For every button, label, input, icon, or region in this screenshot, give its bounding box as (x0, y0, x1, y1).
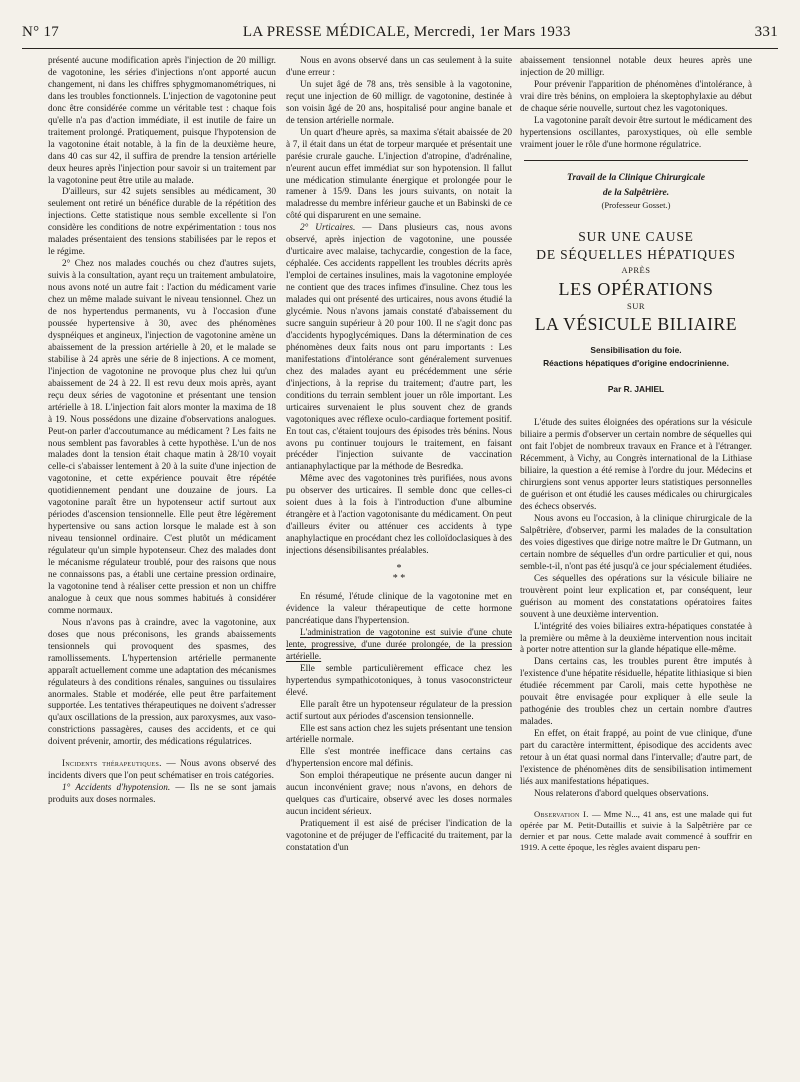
article-title-line: LES OPÉRATIONS (558, 278, 714, 299)
paragraph: Un sujet âgé de 78 ans, très sensible à la vagotonine, reçut une injection de 60 milligr. de vagotonine, destinée à son voisin âgé de 20 ans, hospitalisé pour angine banale et de tension artérielle normale. (286, 79, 512, 126)
paragraph: Même avec des vagotonines très purifiées, nous avons pu observer des urticaires. Il semble donc que celles-ci soient dues à la fois à l'introduction d'une albumine étrangère et à l'action vagotonisante du médicament. On peut d'ailleurs éviter ou atténuer ces accidents à type anaphylactique en procédant chez les colloïdoclasiques à des injections désensibilisantes préalables. (286, 474, 512, 557)
section-separator-stars (286, 564, 512, 584)
paragraph-text: — Dans plusieurs cas, nous avons observé, après injection de vagotonine, une poussée d'urticaire avec malaise, tachycardie, congestion de la face, céphalée. Ces accidents rappellent les troubles décrits après l'emploi de certaines insulines, mais la vagotonine employée ne contient que des traces infimes d'insuline. Chez tous les malades qui ont présenté des urticaires, nous avons étudié la glycémie. Nous n'avons jamais constaté d'abaissement du sucre sanguin supérieur à 20 pour 100. Il ne s'agit donc pas d'accidents hypoglycémiques. Dans la détermination de ces phénomènes deux faits nous ont paru importants : Les manifestations d'intolérance sont généralement survenues chez des malades ayant eu précédemment une série d'injections, à la reprise du traitement; d'autre part, les conditions du terrain semblent jouer un rôle important. Les urticaires survenaient le plus souvent chez de grands vagotoniques avec réflexe oculo-cardiaque fortement positif. En tout cas, c'étaient toujours des épisodes très bénins. Nous avons pu continuer toujours le traitement, en faisant précéder l'injection suivante de vaccination antianaphylactique par la méthode de Besredka. (286, 223, 512, 473)
paragraph: Nous en avons observé dans un cas seulement à la suite d'une erreur : (286, 56, 512, 78)
article-title-line: DE SÉQUELLES HÉPATIQUES (536, 246, 736, 262)
paragraph-text: — Nous avons observé des incidents divers que l'on peut schématiser en trois catégories. (48, 759, 276, 782)
paragraph: D'ailleurs, sur 42 sujets sensibles au médicament, 30 seulement ont retiré un bénéfice durable de la répétition des injections. Cette statistique nous semble excellente si l'on considère les conditions de notre expérimentation : tous nos malades présentaient des tensions stabilisées par le repos et le régime. (48, 187, 276, 258)
article-subtitle: Réactions hépatiques d'origine endocrinienne. (543, 358, 729, 369)
article-author: Par R. JAHIEL (607, 384, 665, 395)
section-label-incidents: Incidents thérapeutiques. (62, 759, 162, 770)
paragraph: En résumé, l'étude clinique de la vagotonine met en évidence la valeur thérapeutique de cette hormone pancréatique dans l'hypertension. (286, 592, 512, 626)
paragraph: Elle semble particulièrement efficace chez les hypertendus sympathicotoniques, à tonus vasoconstricteur élevé. (286, 663, 512, 698)
paragraph: présenté aucune modification après l'injection de 20 milligr. de vagotonine, les séries d'injections n'ont apporté aucun changement, ni dans les chiffres sphygmomanométriques, ni dans les troubles fonctionnels. L'injection de vagotonine peut donc être considérée comme un véritable test : chaque fois qu'elle n'a pas d'action immédiate, il est inutile de faire un traitement prolongé. Pratiquement, puisque l'hypotension de la vagotonine était notable, à la fin de la deuxième heure, dans 40 cas sur 42, il suffira de prendre la tension artérielle deux heures après l'injection pour savoir si un traitement par la vagotonine peut être utile au malade. (48, 56, 276, 186)
paragraph: L'intégrité des voies biliaires extra-hépatiques constatée à la première ou même à la deuxième intervention nous incitait à porter notre attention sur la glande hépatique elle-même. (520, 621, 752, 656)
paragraph: La vagotonine paraît devoir être surtout le médicament des hypertensions oscillantes, paroxystiques, où elle semble vraiment jouer le rôle d'une hormone régulatrice. (520, 115, 752, 150)
issue-number: N° 17 (22, 24, 60, 40)
page-header (22, 24, 778, 44)
article-title-line: LA VÉSICULE BILIAIRE (534, 314, 738, 335)
observation-paragraph (520, 809, 752, 854)
paragraph: Ces séquelles des opérations sur la vésicule biliaire ne trouvèrent point leur explication et, par conséquent, leur guérison au moment des constatations opératoires faites souvent à une deuxième intervention. (520, 573, 752, 620)
paragraph: Dans certains cas, les troubles purent être imputés à l'existence d'une hépatite résiduelle, hépatite lithiasique si bien étudiée récemment par Caroli, mais cette hypothèse ne pouvait être envisagée pour expliquer à elle seule la pathogénie des troubles chez un certain nombre d'autres malades. (520, 657, 752, 728)
observation-label: Observation I. (534, 808, 589, 819)
paragraph: Un quart d'heure après, sa maxima s'était abaissée de 20 à 7, il était dans un état de torpeur marquée et présentait une parésie crurale gauche. L'injection d'atropine, d'adrénaline, n'eurent aucun effet immédiat sur son hypotension. Il fallut une médication stimulante énergique et prolongée pour le ramener à 15/9. Dans les jours suivants, on notait la maladresse du membre inférieur gauche et un Babinski de ce côté qui disparurent en une semaine. (286, 127, 512, 222)
paragraph: Elle s'est montrée inefficace dans certains cas d'hypertension encore mal définis. (286, 747, 512, 770)
paragraph: Nous relaterons d'abord quelques observations. (534, 788, 709, 799)
department-line: Travail de la Clinique Chirurgicale (567, 172, 705, 183)
star-line: * * (392, 573, 406, 585)
professor-line: (Professeur Gosset.) (601, 199, 671, 210)
subsection-label-hypotension: 1° Accidents d'hypotension. (62, 783, 171, 794)
paragraph: Elle paraît être un hypotenseur régulateur de la pression actif surtout aux périodes d'ascension tensionnelle. (286, 699, 512, 722)
column-2 (286, 56, 512, 855)
paragraph: Son emploi thérapeutique ne présente aucun danger ni aucun inconvénient grave; nous n'avons, en dehors de quelques cas d'urticaire, observé avec les doses normales aucun incident sérieux. (286, 771, 512, 818)
paragraph: Nous n'avons pas à craindre, avec la vagotonine, aux doses que nous préconisons, les grands abaissements tensionnels qui provoquent des spasmes, des ramollissements. L'hypertension artérielle permanente apparaît actuellement comme une adaptation des mécanismes régulateurs à des conditions rénales, sanguines ou tissulaires anormales. Stable et modérée, elle peut être parfaitement supportée. Les tentatives thérapeutiques ne doivent s'adresser qu'aux oscillations de la pression, aux paroxysmes, aux vaso-constrictions passagères, causes des accidents, et ce qui doivent prévenir, amortir, des médications régulatrices. (48, 617, 276, 748)
column-3 (520, 56, 752, 854)
paragraph (48, 759, 276, 783)
paragraph: 2° Chez nos malades couchés ou chez d'autres sujets, suivis à la consultation, ayant reçu un traitement ambulatoire, nous avons noté un autre fait : l'action du médicament varie chez un même malade suivant le niveau tensionnel. Chez un de nos hypertendus permanents, vu à l'occasion d'une poussée hypertensive à 30, avec des phénomènes dyspnéiques et angineux, l'injection de vagotonine amène un abaissement de la pression artérielle à 20, et le malade se stabilise à 24 après une série de 8 injections. A ce moment, l'injection de vagotonine ne provoque plus chez lui qu'un abaissement de 24 à 22. Il est revu deux mois après, ayant reçu deux séries de vagotonine et présentant une tension artérielle à 18. L'injection fait alors monter la maxima de 18 à 19. Nous possédons une dizaine d'observations analogues. Peut-on parler d'accoutumance au médicament ? Les faits ne nous semblent pas favorables à cette hypothèse. L'un de nos malades dont la tension était chaque matin à 28/10 voyait celle-ci s'abaisser lentement à 20 à la suite d'une injection de vagotonine, et cette expérience pouvait être répétée quotidiennement pendant une douzaine de jours. La vagotonine paraît être un hypotenseur actif surtout aux périodes d'ascension tensionnelle. Elle peut être légèrement hypertensive ou sans action lorsque le malade est à son niveau tensionnel ordinaire. C'est plutôt un médicament régulateur qu'un simple hypotenseur. Chez des malades dont le mécanisme régulateur troublé, pour des raisons que nous ne connaissons pas, a établi une certaine pression ordinaire, la vagotonine tend à réaliser cette pression et non un chiffre analogue à ceux que nous sommes habitués à considérer comme normaux. (48, 259, 276, 616)
subsection-label-urticaires: 2° Urticaires. (300, 223, 356, 234)
department-line: de la Salpêtrière. (602, 187, 670, 198)
paragraph (286, 628, 512, 664)
paragraph: L'étude des suites éloignées des opérations sur la vésicule biliaire a permis d'observer un certain nombre de séquelles qui ont fait l'objet de nombreux travaux en France et à l'étranger. Récemment, à Vichy, au Congrès international de la Lithiase biliaire, la question a été remise à l'ordre du jour. Médecins et chirurgiens sont venus apporter leurs statistiques personnelles de guérison et ont étudié les causes médicales ou chirurgicales des échecs observés. (520, 418, 752, 513)
star-line: * (396, 563, 402, 575)
underlined-text: L'administration de vagotonine est suivie d'une chute lente, progressive, d'une durée prolongée, de la pression artérielle. (286, 627, 512, 662)
paragraph-text: — Ils ne se sont jamais produits aux doses normales. (48, 783, 276, 806)
paragraph: Nous avons eu l'occasion, à la clinique chirurgicale de la Salpêtrière, d'observer, parmi les malades de la consultation des voies digestives que dirige notre maître le Dr Gutmann, un certain nombre de séquelles d'un ordre particulier et qui, nous semble-t-il, n'ont pas été jusqu'à ce jour spécialement étudiées. (520, 513, 752, 572)
article-title-connector: APRÈS (621, 264, 651, 275)
header-rule (22, 48, 778, 49)
paragraph (48, 783, 276, 807)
journal-title: LA PRESSE MÉDICALE, Mercredi, 1er Mars 1933 (242, 24, 571, 40)
paragraph (286, 223, 512, 474)
article-subtitle: Sensibilisation du foie. (590, 345, 682, 356)
paragraph: En effet, on était frappé, au point de vue clinique, d'une part du caractère intermittent, épisodique des accidents avec retour à un état quasi normal dans l'intervalle; d'autre part, de l'existence de phénomènes dits de sensibilisation intimement liés aux manifestations hépatiques. (520, 729, 752, 787)
article-heading (520, 173, 752, 397)
paragraph: Elle est sans action chez les sujets présentant une tension artérielle normale. (286, 723, 512, 746)
paragraph: Pratiquement il est aisé de préciser l'indication de la vagotonine et de préjuger de l'efficacité du traitement, par la constatation d'un (286, 819, 512, 854)
article-title-line: SUR UNE CAUSE (578, 228, 694, 244)
paragraph-text: — Mme N..., 41 ans, est une malade qui fut opérée par M. Petit-Dutaillis et suivie à la Salpêtrière par ce dernier et par nous. Cette malade avait commencé à souffrir en 1919. A cette époque, les règles avaient disparu pen- (520, 808, 752, 853)
article-divider (524, 160, 748, 161)
column-1 (48, 56, 276, 807)
paragraph: abaissement tensionnel notable deux heures après une injection de 20 milligr. (520, 56, 752, 78)
paragraph: Pour prévenir l'apparition de phénomènes d'intolérance, à vrai dire très bénins, on emploiera la skeptophylaxie au début de chaque série nouvelle, surtout chez les vagotoniques. (520, 79, 752, 114)
article-title-connector: SUR (626, 300, 646, 311)
page-number: 331 (754, 24, 778, 40)
